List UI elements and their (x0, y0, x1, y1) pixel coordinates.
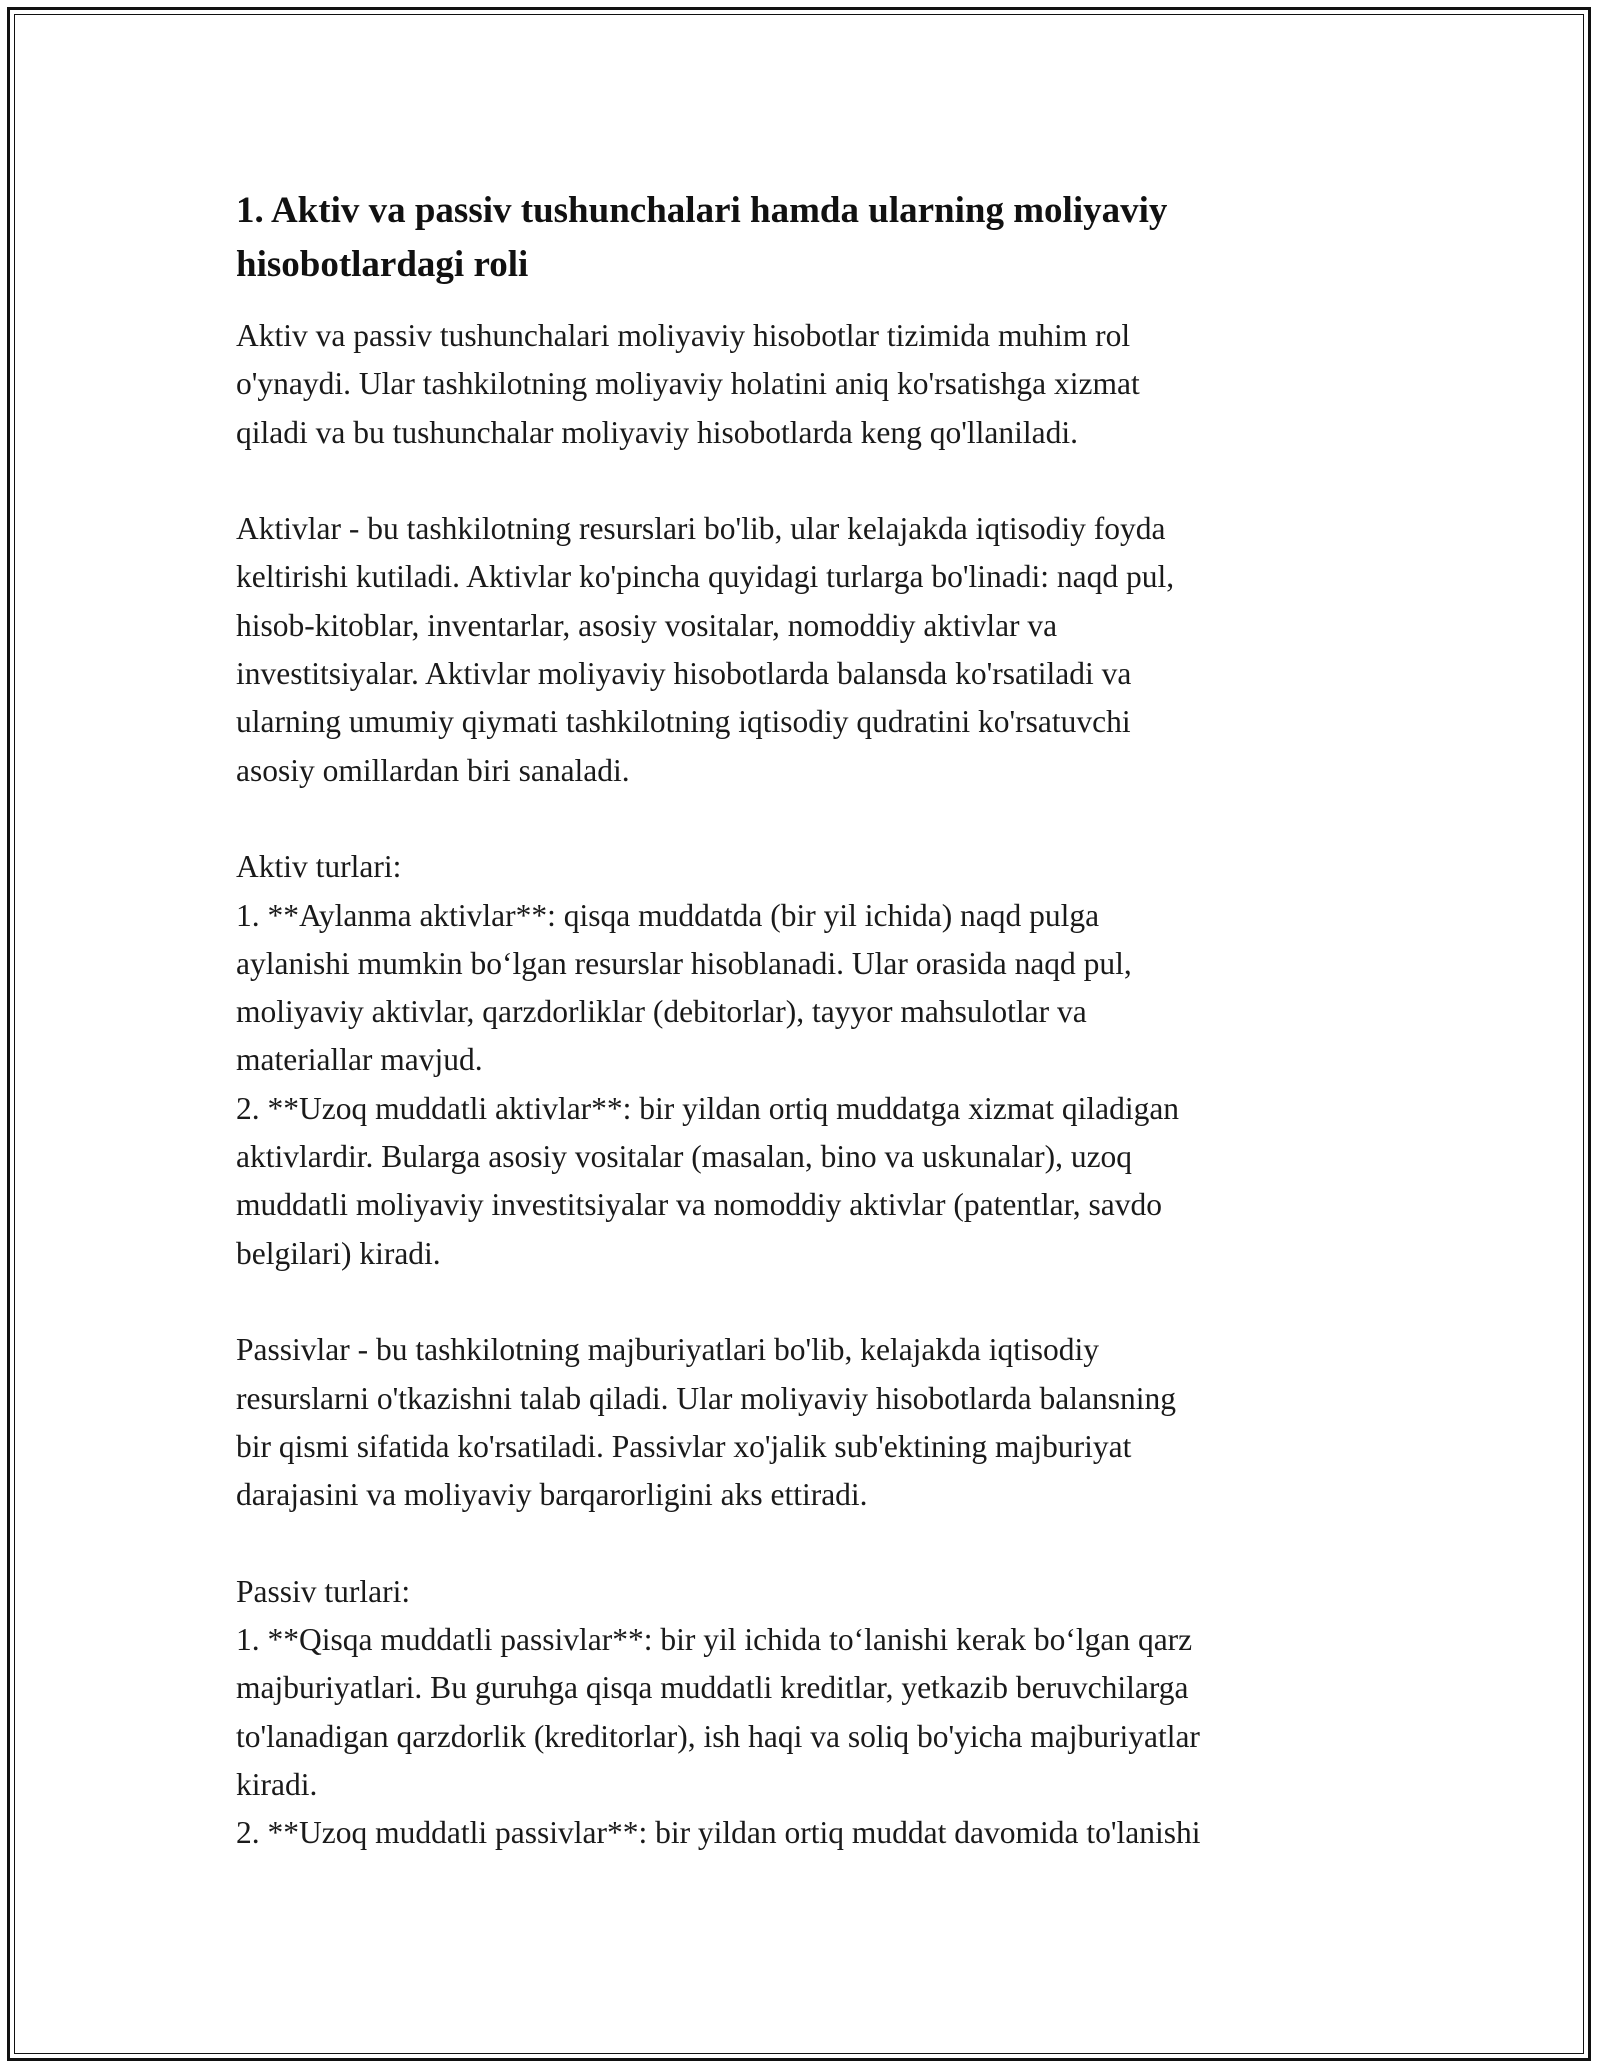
text-line: o'ynaydi. Ular tashkilotning moliyaviy holatini aniq ko'rsatishga xizmat (236, 366, 1140, 402)
text-line: belgilari) kiradi. (236, 1235, 441, 1271)
text-line: 1. **Aylanma aktivlar**: qisqa muddatda (bir yil ichida) naqd pulga (236, 897, 1100, 933)
text-line: Aktivlar - bu tashkilotning resurslari bo'lib, ular kelajakda iqtisodiy foyda (236, 511, 1166, 547)
text-line: Aktiv va passiv tushunchalari moliyaviy hisobotlar tizimida muhim rol (236, 318, 1131, 353)
text-line: resurslarni o'tkazishni talab qiladi. Ular moliyaviy hisobotlarda balansning (236, 1380, 1176, 1416)
text-line: asosiy omillardan biri sanaladi. (236, 752, 630, 788)
text-line: aylanishi mumkin bo‘lgan resurslar hisoblanadi. Ular orasida naqd pul, (236, 945, 1132, 981)
document-body (236, 184, 1386, 1858)
text-line: Passiv turlari: (236, 1573, 411, 1609)
text-line: hisob-kitoblar, inventarlar, asosiy vositalar, nomoddiy aktivlar va (236, 607, 1058, 643)
text-line: to'lanadigan qarzdorlik (kreditorlar), ish haqi va soliq bo'yicha majburiyatlar (236, 1718, 1200, 1754)
text-line: 2. **Uzoq muddatli aktivlar**: bir yildan ortiq muddatga xizmat qiladigan (236, 1090, 1180, 1126)
text-line: Aktiv turlari: (236, 849, 402, 885)
paragraph-intro (236, 312, 1386, 457)
text-line: 2. **Uzoq muddatli passivlar**: bir yildan ortiq muddat davomida to'lanishi (236, 1815, 1201, 1851)
paragraph-aktiv-turlari (236, 843, 1386, 1278)
heading-line: hisobotlardagi roli (236, 244, 529, 285)
section-heading (236, 184, 1386, 292)
paragraph-passivlar (236, 1326, 1386, 1519)
text-line: darajasini va moliyaviy barqarorligini aks ettiradi. (236, 1477, 868, 1513)
text-line: kiradi. (236, 1766, 318, 1802)
text-line: 1. **Qisqa muddatli passivlar**: bir yil ichida to‘lanishi kerak bo‘lgan qarz (236, 1622, 1193, 1658)
text-line: majburiyatlari. Bu guruhga qisqa muddatli kreditlar, yetkazib beruvchilarga (236, 1670, 1189, 1706)
text-line: materiallar mavjud. (236, 1042, 483, 1078)
paragraph-passiv-turlari (236, 1568, 1386, 1858)
text-line: keltirishi kutiladi. Aktivlar ko'pincha quyidagi turlarga bo'linadi: naqd pul, (236, 559, 1175, 595)
paragraph-aktivlar (236, 505, 1386, 795)
text-line: qiladi va bu tushunchalar moliyaviy hisobotlarda keng qo'llaniladi. (236, 414, 1078, 450)
text-line: aktivlardir. Bularga asosiy vositalar (masalan, bino va uskunalar), uzoq (236, 1139, 1133, 1175)
text-line: ularning umumiy qiymati tashkilotning iqtisodiy qudratini ko'rsatuvchi (236, 704, 1131, 740)
text-line: Passivlar - bu tashkilotning majburiyatlari bo'lib, kelajakda iqtisodiy (236, 1332, 1100, 1368)
text-line: muddatli moliyaviy investitsiyalar va nomoddiy aktivlar (patentlar, savdo (236, 1187, 1163, 1223)
text-line: investitsiyalar. Aktivlar moliyaviy hisobotlarda balansda ko'rsatiladi va (236, 656, 1132, 692)
heading-line: 1. Aktiv va passiv tushunchalari hamda ularning moliyaviy (236, 190, 1168, 231)
text-line: bir qismi sifatida ko'rsatiladi. Passivlar xo'jalik sub'ektining majburiyat (236, 1428, 1132, 1464)
text-line: moliyaviy aktivlar, qarzdorliklar (debitorlar), tayyor mahsulotlar va (236, 994, 1087, 1030)
